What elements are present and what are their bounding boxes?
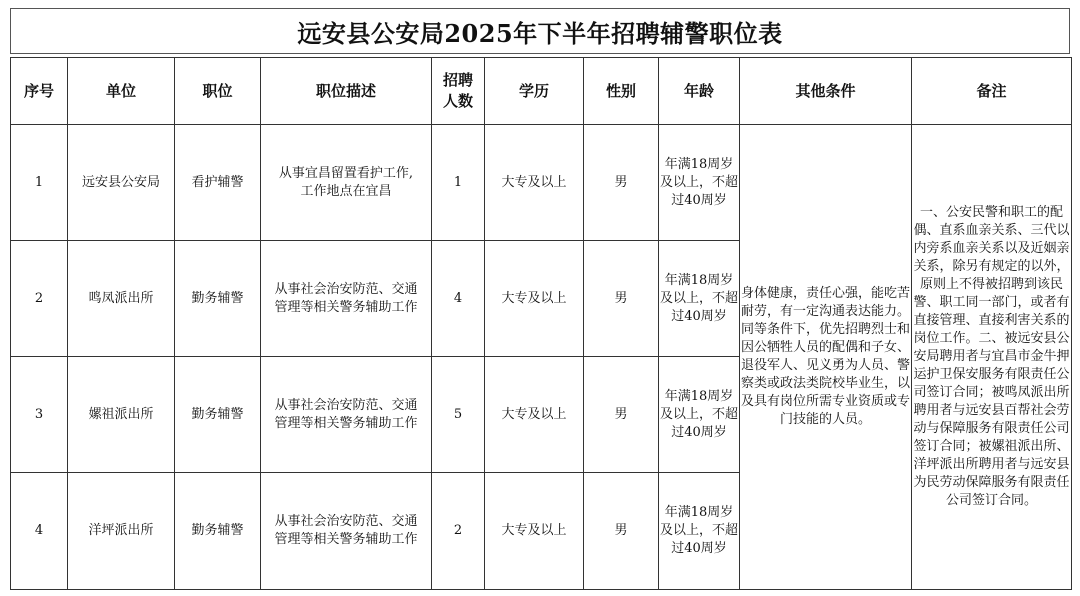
cell-description — [261, 473, 432, 590]
cell-unit: 鸣凤派出所 — [68, 241, 175, 357]
header-count-line2: 人数 — [442, 92, 473, 110]
cell-seq: 3 — [11, 357, 68, 473]
header-row — [11, 58, 1072, 125]
cell-seq: 2 — [11, 241, 68, 357]
header-other-conditions: 其他条件 — [740, 58, 912, 125]
page-title: 远安县公安局2025年下半年招聘辅警职位表 — [297, 18, 783, 48]
description-line: 管理等相关警务辅助工作 — [274, 299, 418, 315]
cell-gender: 男 — [584, 241, 659, 357]
cell-description — [261, 357, 432, 473]
header-position: 职位 — [175, 58, 261, 125]
cell-count: 4 — [432, 241, 485, 357]
description-line: 管理等相关警务辅助工作 — [274, 415, 418, 431]
cell-position: 勤务辅警 — [175, 357, 261, 473]
cell-description — [261, 125, 432, 241]
cell-count: 1 — [432, 125, 485, 241]
cell-unit: 嫘祖派出所 — [68, 357, 175, 473]
header-age: 年龄 — [659, 58, 740, 125]
cell-gender: 男 — [584, 125, 659, 241]
cell-education: 大专及以上 — [485, 473, 584, 590]
description-line: 从事社会治安防范、交通 — [274, 514, 418, 529]
description-line: 从事宜昌留置看护工作, — [278, 165, 414, 181]
cell-position: 勤务辅警 — [175, 473, 261, 590]
header-seq: 序号 — [11, 58, 68, 125]
cell-gender: 男 — [584, 357, 659, 473]
description-line: 从事社会治安防范、交通 — [274, 397, 418, 413]
header-count-line1: 招聘 — [442, 71, 473, 89]
header-count — [432, 58, 485, 125]
title-banner — [10, 8, 1070, 54]
cell-age: 年满18周岁及以上，不超过40周岁 — [659, 241, 740, 357]
cell-count: 2 — [432, 473, 485, 590]
header-unit: 单位 — [68, 58, 175, 125]
table-row — [11, 125, 1072, 241]
description-line: 工作地点在宜昌 — [300, 183, 392, 199]
cell-other-conditions: 身体健康，责任心强，能吃苦耐劳，有一定沟通表达能力。同等条件下，优先招聘烈士和因公牺牲人员的配偶和子女、退役军人、见义勇为人员、警察类或政法类院校毕业生，以及具有岗位所需专业资质或专门技能的人员。 — [740, 125, 912, 590]
description-line: 管理等相关警务辅助工作 — [274, 532, 418, 547]
cell-position: 看护辅警 — [175, 125, 261, 241]
cell-seq: 4 — [11, 473, 68, 590]
cell-education: 大专及以上 — [485, 125, 584, 241]
header-description: 职位描述 — [261, 58, 432, 125]
header-gender: 性别 — [584, 58, 659, 125]
cell-gender: 男 — [584, 473, 659, 590]
cell-education: 大专及以上 — [485, 357, 584, 473]
cell-age: 年满18周岁及以上，不超过40周岁 — [659, 473, 740, 590]
header-notes: 备注 — [912, 58, 1072, 125]
cell-position: 勤务辅警 — [175, 241, 261, 357]
cell-count: 5 — [432, 357, 485, 473]
cell-unit: 远安县公安局 — [68, 125, 175, 241]
cell-unit: 洋坪派出所 — [68, 473, 175, 590]
positions-table — [10, 57, 1072, 590]
cell-notes: 一、公安民警和职工的配偶、直系血亲关系、三代以内旁系血亲关系以及近姻亲关系，除另有规定的以外，原则上不得被招聘到该民警、职工同一部门，或者有直接管理、直接利害关系的岗位工作。二、被远安县公安局聘用者与宜昌市金牛押运护卫保安服务有限责任公司签订合同；被鸣凤派出所聘用者与远安县百帮社会劳动与保障服务有限责任公司签订合同；被嫘祖派出所、洋坪派出所聘用者与远安县为民劳动保障服务有限责任公司签订合同。 — [912, 125, 1072, 590]
cell-education: 大专及以上 — [485, 241, 584, 357]
cell-age: 年满18周岁及以上，不超过40周岁 — [659, 357, 740, 473]
cell-seq: 1 — [11, 125, 68, 241]
cell-description — [261, 241, 432, 357]
header-education: 学历 — [485, 58, 584, 125]
description-line: 从事社会治安防范、交通 — [274, 281, 418, 297]
cell-age: 年满18周岁及以上，不超过40周岁 — [659, 125, 740, 241]
